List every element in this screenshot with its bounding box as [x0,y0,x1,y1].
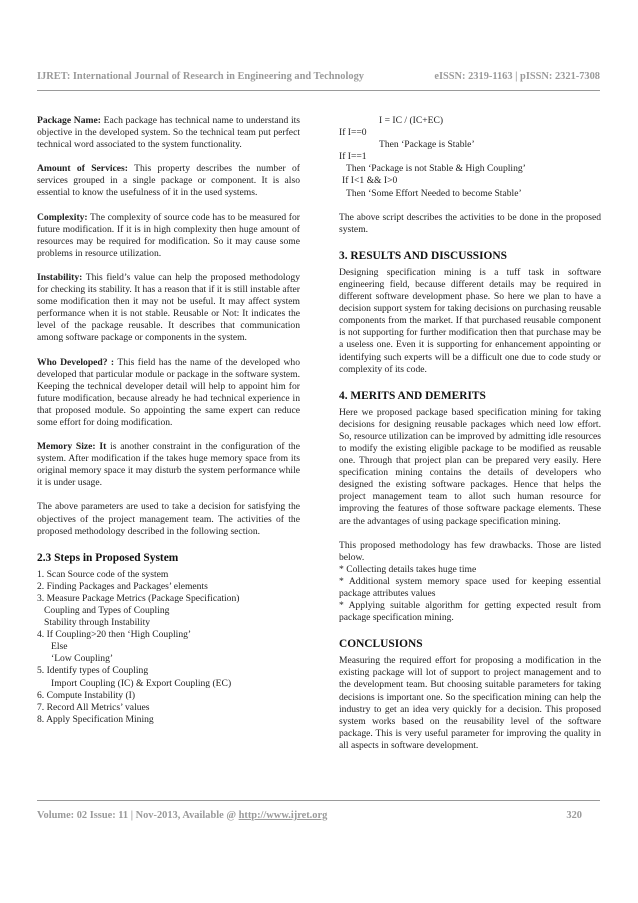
memory-size-paragraph: Memory Size: It is another constraint in the configuration of the system. After modification if the takes huge memory space from its original memory space it may disturb the system performance while it is under usage. [37,441,300,489]
list-item: Stability through Instability [44,617,151,629]
drawbacks-list [339,564,601,624]
script-line: If I==0 [339,127,367,139]
merits-paragraph: Here we proposed package based specification mining for taking decisions for designing reusable packages which need low effort. So, resource utilization can be improved by admitting idle resources to modify the existing eligible package to be modified as reusable one. Through that project plan can be prepared very easily. Here specification mining contains the details of developers who designed the existing software packages. Hence that helps the project management team to allot such human resource for improving the features of those software package elements. These are the advantages of using package specification mining. [339,406,601,527]
script-line: If I==1 [339,151,367,163]
list-item: Else [51,641,68,653]
issn-info: eISSN: 2319-1163 | pISSN: 2321-7308 [434,71,600,82]
page-header [37,71,600,82]
drawbacks-intro: This proposed methodology has few drawbacks. Those are listed below. [339,539,601,563]
list-item: ‘Low Coupling’ [51,653,114,665]
list-item: 3. Measure Package Metrics (Package Specification) [37,592,240,604]
journal-title: IJRET: International Journal of Research in Engineering and Technology [37,71,364,82]
services-paragraph: Amount of Services: This property describes the number of services grouped in a single package or component. It is also essential to know the usefulness of it in the used systems. [37,163,300,199]
list-item: Coupling and Types of Coupling [44,605,170,616]
page-footer [37,810,582,821]
list-item: * Applying suitable algorithm for getting expected result from package specification mining. [339,600,601,624]
who-developed-paragraph: Who Developed? : This field has the name of the developed who developed that particular module or package in the software system. Keeping the technical developer detail will help to appoint him for future modification, because already he had technical experience in that proposed module. So appointing the same expert can reduce some effort for doing modification. [37,356,300,428]
journal-link[interactable]: http://www.ijret.org [238,810,328,821]
complexity-label: Complexity: [37,211,88,223]
results-paragraph: Designing specification mining is a tuff task in software engineering field, because different details may be required in different software development phase. So here we plan to have a decision support system for taking decisions on purchasing reusable components from the market. If that purchased reusable component is not supporting for further modification then that purchase may be a useless one. Even it is supporting for enhancement appointing or identifying such experts will be a difficult one due to code study or complexity of its code. [339,266,601,375]
script-line: Then ‘Package is not Stable & High Coupling’ [346,163,526,175]
instability-label: Instability: [37,271,83,283]
results-heading: 3. RESULTS AND DISCUSSIONS [339,249,507,262]
script-description: The above script describes the activities to be done in the proposed system. [339,211,601,235]
merits-heading: 4. MERITS AND DEMERITS [339,389,486,402]
package-name-paragraph: Package Name: Each package has technical name to understand its objective in the developed system. So the technical team put perfect technical word associated to the system functionality. [37,115,301,151]
list-item: * Collecting details takes huge time [339,563,477,575]
instability-paragraph: Instability: This field’s value can help the proposed methodology for checking its stability. It has a reason that if it is still instable after some modification then it may not be useful. It may affect system performance when it is not stable. Reusable or Not: It indicates the level of the package reusable. It describes that communication among software package or components in the system. [37,271,300,344]
script-line: Then ‘Package is Stable’ [379,139,475,151]
script-line: If I<1 && I>0 [342,175,398,187]
list-item: 8. Apply Specification Mining [37,713,154,725]
page-number: 320 [566,810,582,821]
script-line: Then ‘Some Effort Needed to become Stable’ [346,187,522,199]
list-item: 4. If Coupling>20 then ‘High Coupling’ [37,629,192,641]
list-item: Import Coupling (IC) & Export Coupling (EC) [51,677,232,689]
list-item: 5. Identify types of Coupling [37,665,149,677]
who-developed-label: Who Developed? : [37,356,115,368]
right-column [339,115,601,752]
list-item: 7. Record All Metrics’ values [37,701,150,713]
conclusions-paragraph: Measuring the required effort for proposing a modification in the existing package will lot of support to project management and to the development team. But choosing suitable parameters for taking decisions is important one. So the specification mining can help the industry to get an idea very quickly for a decision. This proposed system works based on the reusability level of the software package. This is very useful parameter for improving the quality in all aspects in software development. [339,655,601,751]
conclusions-heading: CONCLUSIONS [339,638,423,651]
footer-volume: Volume: 02 Issue: 11 | Nov-2013, Available @ http://www.ijret.org [37,810,328,821]
footer-divider [37,800,600,801]
steps-list [37,569,300,726]
instability-script [339,115,601,200]
memory-size-label: Memory Size: It [37,441,107,453]
services-label: Amount of Services: [37,163,128,175]
package-name-label: Package Name: [37,115,101,126]
steps-heading: 2.3 Steps in Proposed System [37,551,179,564]
left-column [37,115,300,726]
complexity-paragraph: Complexity: The complexity of source code has to be measured for future modification. If it is in high complexity then huge amount of resources may be required for modification. So it may cause some problems in resource utilization. [37,211,300,259]
list-item: 6. Compute Instability (I) [37,689,136,701]
list-item: 1. Scan Source code of the system [37,568,169,580]
script-line: I = IC / (IC+EC) [379,115,444,126]
parameters-summary: The above parameters are used to take a decision for satisfying the objectives of the project management team. The activities of the proposed methodology described in the following section. [37,501,300,537]
list-item: * Additional system memory space used for keeping essential package attributes values [339,575,601,599]
header-divider [37,90,600,91]
list-item: 2. Finding Packages and Packages’ elements [37,580,208,592]
